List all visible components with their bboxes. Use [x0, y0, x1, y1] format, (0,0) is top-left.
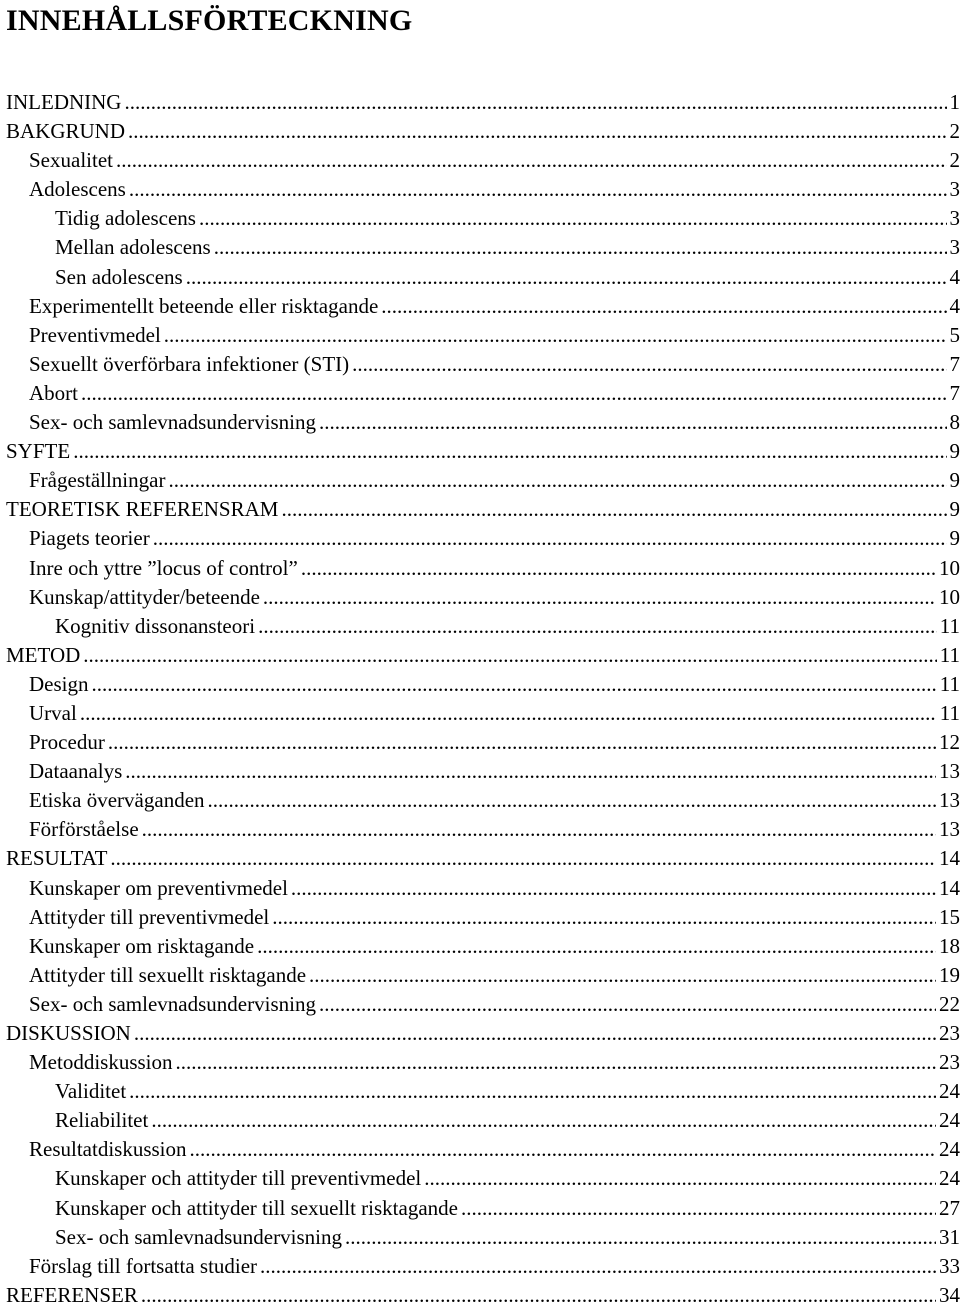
- toc-entry-page-number: 18: [939, 932, 960, 961]
- toc-entry-label: Attityder till sexuellt risktagande: [29, 961, 306, 990]
- toc-entry[interactable]: [6, 932, 960, 961]
- dot-leader: [142, 815, 936, 844]
- toc-entry[interactable]: [6, 990, 960, 1019]
- dot-leader: [124, 88, 946, 117]
- toc-entry[interactable]: [6, 961, 960, 990]
- toc-entry-page-number: 11: [940, 612, 960, 641]
- dot-leader: [108, 728, 936, 757]
- toc-entry-page-number: 9: [950, 466, 960, 495]
- toc-title: INNEHÅLLSFÖRTECKNING: [6, 2, 412, 40]
- toc-entry-page-number: 31: [939, 1223, 960, 1252]
- toc-entry-label: Design: [29, 670, 89, 699]
- dot-leader: [83, 641, 936, 670]
- dot-leader: [73, 437, 946, 466]
- dot-leader: [141, 1281, 936, 1310]
- toc-entry-page-number: 14: [939, 844, 960, 873]
- toc-entry-page-number: 24: [939, 1077, 960, 1106]
- dot-leader: [116, 146, 947, 175]
- toc-entry-page-number: 23: [939, 1019, 960, 1048]
- dot-leader: [345, 1223, 936, 1252]
- dot-leader: [301, 554, 936, 583]
- toc-entry[interactable]: [6, 495, 960, 524]
- toc-entry-page-number: 13: [939, 757, 960, 786]
- toc-entry-label: Kunskap/attityder/beteende: [29, 583, 260, 612]
- toc-entry[interactable]: [6, 117, 960, 146]
- toc-entry-label: Förförståelse: [29, 815, 139, 844]
- toc-entry-page-number: 23: [939, 1048, 960, 1077]
- toc-entry-label: Kunskaper och attityder till preventivmedel: [55, 1164, 421, 1193]
- toc-entry-page-number: 7: [950, 379, 960, 408]
- toc-entry-label: DISKUSSION: [6, 1019, 131, 1048]
- toc-entry-label: Kunskaper om preventivmedel: [29, 874, 288, 903]
- toc-entry[interactable]: [6, 757, 960, 786]
- toc-entry-label: SYFTE: [6, 437, 70, 466]
- toc-entry-label: Metoddiskussion: [29, 1048, 173, 1077]
- toc-entry-label: Inre och yttre ”locus of control”: [29, 554, 298, 583]
- dot-leader: [164, 321, 947, 350]
- toc-entry-page-number: 11: [940, 641, 960, 670]
- toc-entry[interactable]: [6, 292, 960, 321]
- toc-entry-label: RESULTAT: [6, 844, 107, 873]
- dot-leader: [199, 204, 947, 233]
- toc-entry[interactable]: [6, 321, 960, 350]
- toc-entry-page-number: 9: [950, 495, 960, 524]
- dot-leader: [80, 699, 937, 728]
- toc-entry[interactable]: [6, 88, 960, 117]
- toc-entry[interactable]: [6, 263, 960, 292]
- toc-entry-page-number: 1: [950, 88, 960, 117]
- toc-entry[interactable]: [6, 699, 960, 728]
- toc-list: [6, 88, 960, 1310]
- toc-entry-page-number: 14: [939, 874, 960, 903]
- toc-entry-page-number: 2: [950, 117, 960, 146]
- toc-entry-page-number: 8: [950, 408, 960, 437]
- toc-entry-label: Kognitiv dissonansteori: [55, 612, 255, 641]
- toc-entry-label: Validitet: [55, 1077, 126, 1106]
- toc-entry[interactable]: [6, 1164, 960, 1193]
- toc-entry[interactable]: [6, 670, 960, 699]
- toc-entry-label: Sexualitet: [29, 146, 113, 175]
- dot-leader: [129, 1077, 936, 1106]
- toc-entry-label: Preventivmedel: [29, 321, 161, 350]
- dot-leader: [214, 233, 947, 262]
- dot-leader: [176, 1048, 936, 1077]
- toc-entry-page-number: 9: [950, 437, 960, 466]
- toc-entry-page-number: 22: [939, 990, 960, 1019]
- toc-entry-label: Sen adolescens: [55, 263, 183, 292]
- toc-entry[interactable]: [6, 1194, 960, 1223]
- toc-entry-page-number: 3: [950, 175, 960, 204]
- dot-leader: [168, 466, 946, 495]
- toc-entry-label: Kunskaper och attityder till sexuellt risktagande: [55, 1194, 458, 1223]
- toc-entry-label: Mellan adolescens: [55, 233, 211, 262]
- dot-leader: [381, 292, 946, 321]
- toc-entry-label: Piagets teorier: [29, 524, 150, 553]
- toc-entry-page-number: 11: [940, 699, 960, 728]
- toc-entry-label: Reliabilitet: [55, 1106, 148, 1135]
- toc-entry[interactable]: [6, 524, 960, 553]
- toc-entry-page-number: 10: [939, 583, 960, 612]
- toc-entry[interactable]: [6, 874, 960, 903]
- dot-leader: [424, 1164, 936, 1193]
- toc-entry[interactable]: [6, 146, 960, 175]
- toc-entry-page-number: 5: [950, 321, 960, 350]
- toc-entry-label: Adolescens: [29, 175, 126, 204]
- dot-leader: [291, 874, 936, 903]
- toc-entry-page-number: 24: [939, 1135, 960, 1164]
- toc-entry[interactable]: [6, 903, 960, 932]
- toc-entry-page-number: 10: [939, 554, 960, 583]
- toc-entry-page-number: 27: [939, 1194, 960, 1223]
- toc-entry[interactable]: [6, 437, 960, 466]
- toc-entry[interactable]: [6, 1048, 960, 1077]
- toc-entry[interactable]: [6, 641, 960, 670]
- dot-leader: [81, 379, 947, 408]
- toc-entry-label: Frågeställningar: [29, 466, 165, 495]
- toc-entry-page-number: 9: [950, 524, 960, 553]
- toc-entry[interactable]: [6, 1223, 960, 1252]
- toc-entry-label: Abort: [29, 379, 78, 408]
- toc-entry[interactable]: [6, 379, 960, 408]
- dot-leader: [309, 961, 936, 990]
- toc-entry-page-number: 19: [939, 961, 960, 990]
- toc-entry-label: Kunskaper om risktagande: [29, 932, 254, 961]
- dot-leader: [263, 583, 936, 612]
- toc-entry[interactable]: [6, 175, 960, 204]
- dot-leader: [208, 786, 936, 815]
- toc-entry-label: BAKGRUND: [6, 117, 125, 146]
- dot-leader: [319, 408, 947, 437]
- dot-leader: [352, 350, 946, 379]
- toc-entry[interactable]: [6, 1106, 960, 1135]
- toc-entry-label: TEORETISK REFERENSRAM: [6, 495, 278, 524]
- toc-entry[interactable]: [6, 1281, 960, 1310]
- dot-leader: [272, 903, 936, 932]
- toc-entry[interactable]: [6, 844, 960, 873]
- toc-entry-label: Förslag till fortsatta studier: [29, 1252, 257, 1281]
- toc-entry[interactable]: [6, 204, 960, 233]
- toc-entry-label: Sex- och samlevnadsundervisning: [29, 990, 316, 1019]
- toc-entry[interactable]: [6, 815, 960, 844]
- toc-entry[interactable]: [6, 1135, 960, 1164]
- toc-entry-page-number: 15: [939, 903, 960, 932]
- dot-leader: [125, 757, 936, 786]
- toc-entry-label: Attityder till preventivmedel: [29, 903, 269, 932]
- toc-entry-label: METOD: [6, 641, 80, 670]
- toc-entry-label: Resultatdiskussion: [29, 1135, 187, 1164]
- toc-entry-page-number: 2: [950, 146, 960, 175]
- toc-entry-page-number: 12: [939, 728, 960, 757]
- toc-entry[interactable]: [6, 233, 960, 262]
- dot-leader: [258, 612, 937, 641]
- toc-entry-label: INLEDNING: [6, 88, 121, 117]
- toc-entry[interactable]: [6, 1019, 960, 1048]
- dot-leader: [461, 1194, 936, 1223]
- dot-leader: [128, 117, 946, 146]
- dot-leader: [134, 1019, 936, 1048]
- dot-leader: [319, 990, 936, 1019]
- toc-entry-label: REFERENSER: [6, 1281, 138, 1310]
- toc-entry-page-number: 13: [939, 815, 960, 844]
- dot-leader: [92, 670, 937, 699]
- toc-entry[interactable]: [6, 408, 960, 437]
- toc-entry-page-number: 33: [939, 1252, 960, 1281]
- toc-entry-label: Procedur: [29, 728, 105, 757]
- dot-leader: [186, 263, 947, 292]
- toc-entry-page-number: 7: [950, 350, 960, 379]
- toc-entry-label: Dataanalys: [29, 757, 122, 786]
- toc-entry-label: Tidig adolescens: [55, 204, 196, 233]
- dot-leader: [190, 1135, 936, 1164]
- toc-entry-page-number: 13: [939, 786, 960, 815]
- toc-entry-page-number: 4: [950, 292, 960, 321]
- toc-entry-page-number: 4: [950, 263, 960, 292]
- toc-entry-label: Sexuellt överförbara infektioner (STI): [29, 350, 349, 379]
- toc-entry[interactable]: [6, 554, 960, 583]
- dot-leader: [257, 932, 936, 961]
- toc-entry-page-number: 3: [950, 233, 960, 262]
- dot-leader: [129, 175, 947, 204]
- toc-entry[interactable]: [6, 350, 960, 379]
- toc-entry-label: Sex- och samlevnadsundervisning: [55, 1223, 342, 1252]
- dot-leader: [153, 524, 947, 553]
- toc-entry-label: Urval: [29, 699, 77, 728]
- toc-entry[interactable]: [6, 583, 960, 612]
- toc-entry-page-number: 11: [940, 670, 960, 699]
- toc-entry[interactable]: [6, 786, 960, 815]
- dot-leader: [110, 844, 936, 873]
- toc-entry-page-number: 24: [939, 1164, 960, 1193]
- toc-entry-page-number: 3: [950, 204, 960, 233]
- dot-leader: [281, 495, 946, 524]
- toc-entry-label: Experimentellt beteende eller risktagande: [29, 292, 378, 321]
- dot-leader: [151, 1106, 936, 1135]
- toc-entry-label: Sex- och samlevnadsundervisning: [29, 408, 316, 437]
- toc-entry-label: Etiska överväganden: [29, 786, 205, 815]
- dot-leader: [260, 1252, 936, 1281]
- toc-entry[interactable]: [6, 728, 960, 757]
- toc-entry[interactable]: [6, 612, 960, 641]
- toc-entry[interactable]: [6, 466, 960, 495]
- toc-entry-page-number: 34: [939, 1281, 960, 1310]
- toc-entry[interactable]: [6, 1252, 960, 1281]
- toc-entry-page-number: 24: [939, 1106, 960, 1135]
- toc-entry[interactable]: [6, 1077, 960, 1106]
